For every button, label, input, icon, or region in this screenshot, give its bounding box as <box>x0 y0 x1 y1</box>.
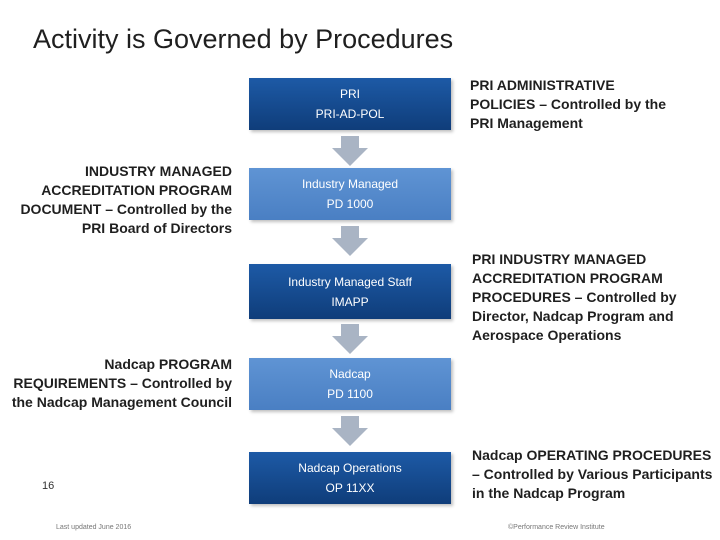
nadcap-box-title: Nadcap <box>329 367 371 381</box>
nadcap-operations-box-code: OP 11XX <box>325 481 375 495</box>
industry-managed-staff-box <box>249 264 451 319</box>
industry-managed-box <box>249 168 451 220</box>
industry-managed-staff-box-code: IMAPP <box>331 294 369 309</box>
nadcap-operations-box <box>249 452 451 504</box>
nadcap-operating-procedures-label: Nadcap OPERATING PROCEDURES – Controlled by Various Participants in the Nadcap Program <box>472 447 713 501</box>
pri-box-code: PRI-AD-POL <box>315 107 385 121</box>
nadcap-box-code: PD 1100 <box>327 387 373 401</box>
pri-industry-procedures-label: PRI INDUSTRY MANAGED ACCREDITATION PROGRAM PROCEDURES – Controlled by Director, Nadcap Program and Aerospace Operations <box>472 251 677 343</box>
nadcap-operations-box-title: Nadcap Operations <box>298 461 402 475</box>
industry-managed-box-code: PD 1000 <box>326 197 374 211</box>
last-updated-note: Last updated June 2016 <box>56 524 132 531</box>
industry-program-document-label: INDUSTRY MANAGED ACCREDITATION PROGRAM DOCUMENT – Controlled by the PRI Board of Directors <box>20 163 232 236</box>
pri-admin-policies-label: PRI ADMINISTRATIVE POLICIES – Controlled by the PRI Management <box>470 77 667 131</box>
copyright-note: ©Performance Review Institute <box>508 524 605 531</box>
nadcap-box <box>249 358 451 410</box>
pri-box-title: PRI <box>339 87 360 101</box>
nadcap-program-requirements-label: Nadcap PROGRAM REQUIREMENTS – Controlled by the Nadcap Management Council <box>11 356 232 410</box>
down-arrow-icon <box>332 324 368 354</box>
industry-managed-staff-box-title: Industry Managed Staff <box>288 274 412 289</box>
pri-box <box>249 78 451 130</box>
down-arrow-icon <box>332 226 368 256</box>
industry-managed-box-title: Industry Managed <box>301 177 399 191</box>
down-arrow-icon <box>332 416 368 446</box>
page-number: 16 <box>42 480 55 492</box>
page-title: Activity is Governed by Procedures <box>33 24 454 54</box>
down-arrow-icon <box>332 136 368 166</box>
